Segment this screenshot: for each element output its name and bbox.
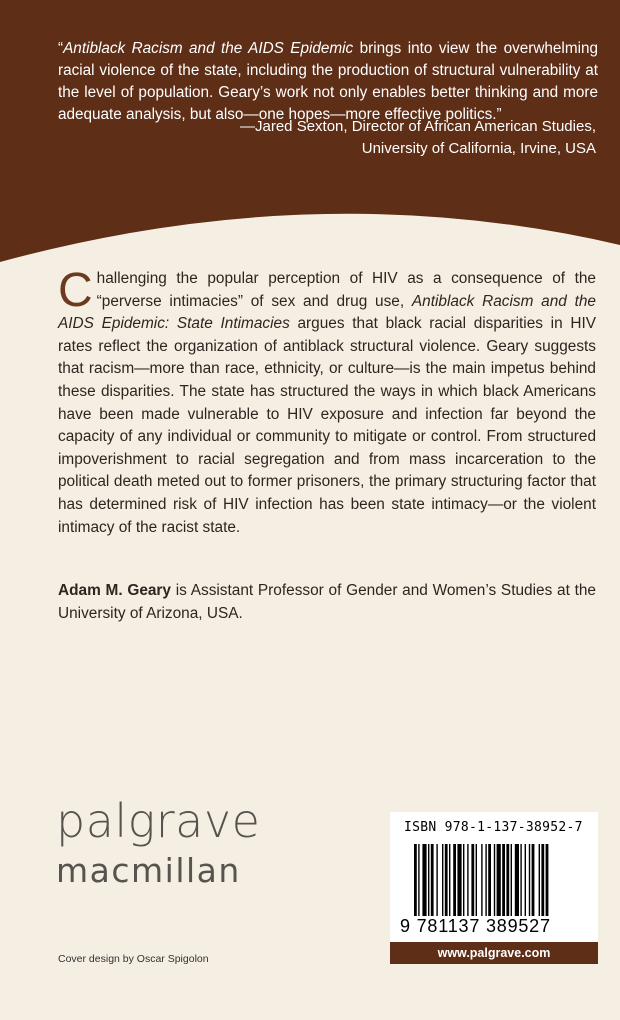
endorsement-quote: “Antiblack Racism and the AIDS Epidemic brings into view the overwhelming racial violence of the state, including the production of structural vulnerability at the level of population. Geary’s work not only enables better thinking and more adequate analysis, but also—one hopes—more effective politics.” — [58, 40, 598, 123]
isbn-label: ISBN 978-1-137-38952-7 — [404, 820, 583, 835]
barcode-bars — [414, 844, 588, 916]
book-description: Challenging the popular perception of HIV as a consequence of the “perverse intimacies” of sex and drug use, Antiblack Racism and the AIDS Epidemic: State Intimacies argues that black racial disparities in HIV rates reflect the organization of antiblack structural violence. Geary suggests that racism—more than race, ethnicity, or culture—is the main impetus behind these disparities. The state has structured the ways in which black Americans have been made vulnerable to HIV exposure and infection far beyond the capacity of any individual or community to mitigate or control. From structured impoverishment to racial segregation and from mass incarceration to the political death meted out to former prisoners, the primary structuring factor that has determined risk of HIV infection has been state intimacy—or the violent intimacy of the racist state. — [58, 264, 596, 536]
author-bio: Adam M. Geary is Assistant Professor of Gender and Women’s Studies at the University of Arizona, USA. — [58, 582, 596, 622]
logo-palgrave: palgrave — [56, 794, 261, 848]
barcode-digits: 9 781137 389527 — [400, 916, 551, 936]
quoted-book-title: Antiblack Racism and the AIDS Epidemic — [63, 40, 354, 57]
endorsement-attribution: —Jared Sexton, Director of African American Studies, University of California, Irvine, USA — [240, 118, 596, 157]
publisher-website: www.palgrave.com — [390, 942, 598, 964]
publisher-logo — [56, 796, 260, 890]
barcode — [390, 812, 598, 942]
cover-design-credit: Cover design by Oscar Spigolon — [58, 953, 209, 965]
drop-cap: C — [58, 264, 93, 317]
logo-macmillan: macmillan — [56, 851, 241, 890]
author-name: Adam M. Geary — [58, 582, 171, 599]
book-title-italic: Antiblack Racism and the AIDS Epidemic: State Intimacies — [58, 292, 596, 333]
